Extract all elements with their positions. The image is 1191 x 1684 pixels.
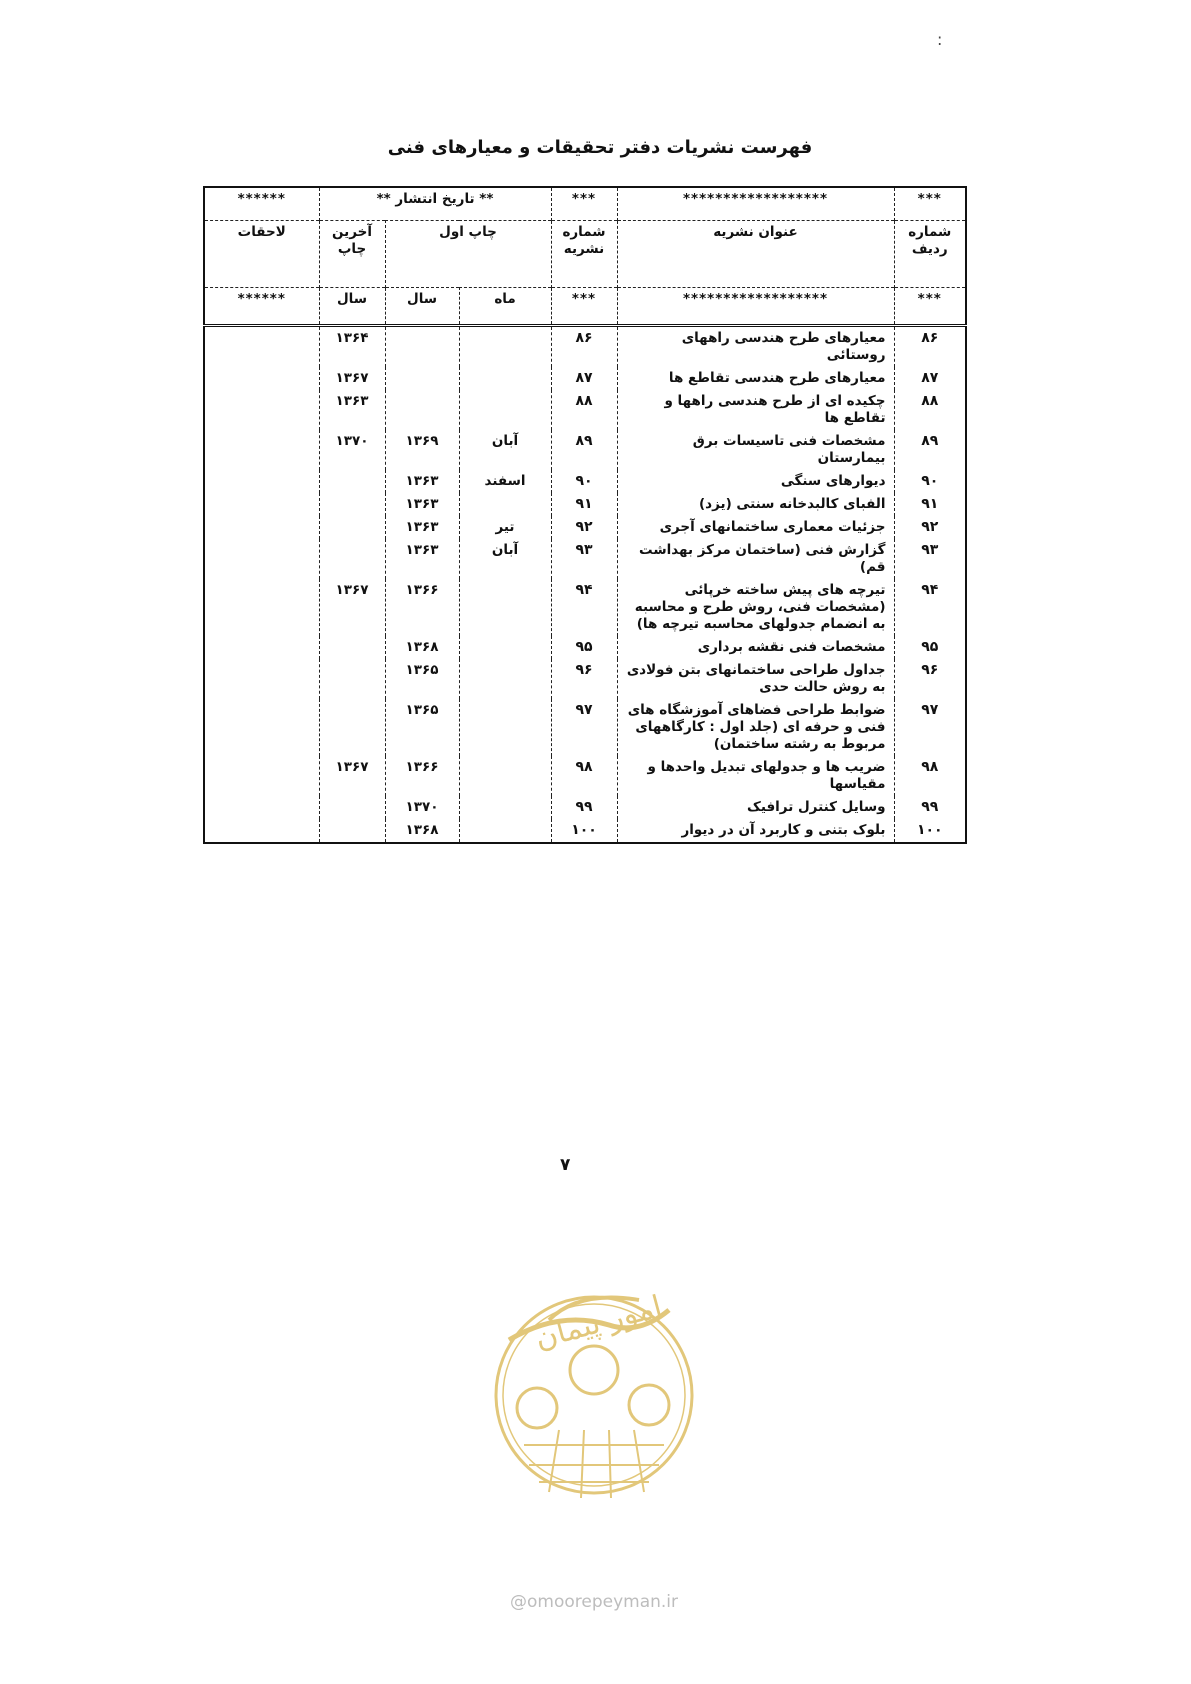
notes-cell <box>204 367 319 390</box>
last-print-year-cell <box>319 493 385 516</box>
notes-cell <box>204 326 319 368</box>
table-row <box>204 796 966 819</box>
header-publish-date-group: ** تاریخ انتشار ** <box>319 187 551 221</box>
stamp-logo-text: امور پیمان <box>531 1289 666 1357</box>
table-row <box>204 539 966 579</box>
row-number-cell: ۱۰۰ <box>894 819 966 843</box>
month-cell <box>459 579 551 636</box>
header-first-print: چاپ اول <box>385 221 551 288</box>
notes-cell <box>204 493 319 516</box>
notes-cell <box>204 819 319 843</box>
header-title-stars-bottom: ****************** <box>617 288 894 326</box>
first-print-year-cell: ۱۳۶۹ <box>385 430 459 470</box>
table-row <box>204 819 966 843</box>
header-last-print: آخرین چاپ <box>319 221 385 288</box>
header-notes: لاحقات <box>204 221 319 288</box>
title-cell: مشخصات فنی نقشه برداری <box>617 636 894 659</box>
header-pub-num: شماره نشریه <box>551 221 617 288</box>
first-print-year-cell <box>385 326 459 368</box>
header-month: ماه <box>459 288 551 326</box>
title-cell: ضریب ها و جدولهای تبدیل واحدها و مقیاسها <box>617 756 894 796</box>
month-cell: آبان <box>459 430 551 470</box>
last-print-year-cell: ۱۳۶۳ <box>319 390 385 430</box>
row-number-cell: ۸۶ <box>894 326 966 368</box>
title-cell: گزارش فنی (ساختمان مرکز بهداشت قم) <box>617 539 894 579</box>
header-labels-row <box>204 221 966 288</box>
first-print-year-cell: ۱۳۷۰ <box>385 796 459 819</box>
row-number-cell: ۹۰ <box>894 470 966 493</box>
first-print-year-cell: ۱۳۶۸ <box>385 819 459 843</box>
pub-number-cell: ۸۸ <box>551 390 617 430</box>
header-pub-num-stars-bottom: *** <box>551 288 617 326</box>
header-row-num-stars-bottom: *** <box>894 288 966 326</box>
pub-number-cell: ۸۶ <box>551 326 617 368</box>
row-number-cell: ۹۱ <box>894 493 966 516</box>
pub-number-cell: ۸۷ <box>551 367 617 390</box>
last-print-year-cell <box>319 636 385 659</box>
title-cell: تیرچه های پیش ساخته خرپائی (مشخصات فنی، روش طرح و محاسبه به انضمام جدولهای محاسبه تیرچه ها) <box>617 579 894 636</box>
first-print-year-cell <box>385 390 459 430</box>
title-cell: مشخصات فنی تاسیسات برق بیمارستان <box>617 430 894 470</box>
notes-cell <box>204 636 319 659</box>
first-print-year-cell: ۱۳۶۳ <box>385 516 459 539</box>
stamp-website: @omoorepeyman.ir <box>509 1592 679 1612</box>
row-number-cell: ۹۶ <box>894 659 966 699</box>
title-cell: معیارهای طرح هندسی راههای روستائی <box>617 326 894 368</box>
page-number: ۷ <box>560 1155 571 1175</box>
last-print-year-cell <box>319 539 385 579</box>
publications-rows <box>204 326 966 844</box>
title-cell: ضوابط طراحی فضاهای آموزشگاه های فنی و حرفه ای (جلد اول : کارگاههای مربوط به رشته ساختمان) <box>617 699 894 756</box>
header-pub-num-stars: *** <box>551 187 617 221</box>
month-cell <box>459 367 551 390</box>
table-row <box>204 470 966 493</box>
title-cell: چکیده ای از طرح هندسی راهها و تقاطع ها <box>617 390 894 430</box>
last-print-year-cell: ۱۳۷۰ <box>319 430 385 470</box>
document-title: فهرست نشریات دفتر تحقیقات و معیارهای فنی <box>387 137 813 158</box>
title-cell: جداول طراحی ساختمانهای بتن فولادی به روش حالت حدی <box>617 659 894 699</box>
pub-number-cell: ۹۰ <box>551 470 617 493</box>
title-cell: وسایل کنترل ترافیک <box>617 796 894 819</box>
last-print-year-cell <box>319 819 385 843</box>
first-print-year-cell: ۱۳۶۵ <box>385 699 459 756</box>
first-print-year-cell: ۱۳۶۳ <box>385 493 459 516</box>
last-print-year-cell: ۱۳۶۷ <box>319 756 385 796</box>
table-row <box>204 516 966 539</box>
title-cell: دیوارهای سنگی <box>617 470 894 493</box>
title-cell: معیارهای طرح هندسی تقاطع ها <box>617 367 894 390</box>
month-cell <box>459 659 551 699</box>
table-row <box>204 367 966 390</box>
header-title: عنوان نشریه <box>617 221 894 288</box>
first-print-year-cell: ۱۳۶۶ <box>385 756 459 796</box>
table-row <box>204 659 966 699</box>
corner-mark: : <box>937 30 943 49</box>
notes-cell <box>204 756 319 796</box>
table-row <box>204 579 966 636</box>
row-number-cell: ۹۲ <box>894 516 966 539</box>
row-number-cell: ۹۷ <box>894 699 966 756</box>
row-number-cell: ۹۴ <box>894 579 966 636</box>
month-cell <box>459 796 551 819</box>
month-cell <box>459 493 551 516</box>
row-number-cell: ۹۳ <box>894 539 966 579</box>
first-print-year-cell: ۱۳۶۳ <box>385 470 459 493</box>
notes-cell <box>204 796 319 819</box>
row-number-cell: ۸۹ <box>894 430 966 470</box>
month-cell: آبان <box>459 539 551 579</box>
pub-number-cell: ۹۹ <box>551 796 617 819</box>
header-row-num: شماره ردیف <box>894 221 966 288</box>
table-row <box>204 699 966 756</box>
header-title-stars: ****************** <box>617 187 894 221</box>
row-number-cell: ۹۵ <box>894 636 966 659</box>
last-print-year-cell <box>319 659 385 699</box>
publications-table <box>203 186 967 844</box>
header-row-num-stars: *** <box>894 187 966 221</box>
header-last-year: سال <box>319 288 385 326</box>
last-print-year-cell: ۱۳۶۷ <box>319 367 385 390</box>
pub-number-cell: ۹۳ <box>551 539 617 579</box>
title-cell: الفبای کالبدخانه سنتی (یزد) <box>617 493 894 516</box>
notes-cell <box>204 659 319 699</box>
last-print-year-cell <box>319 796 385 819</box>
notes-cell <box>204 516 319 539</box>
stamp-logo-icon <box>489 1270 699 1570</box>
pub-number-cell: ۱۰۰ <box>551 819 617 843</box>
header-notes-stars: ****** <box>204 187 319 221</box>
notes-cell <box>204 579 319 636</box>
notes-cell <box>204 390 319 430</box>
month-cell <box>459 636 551 659</box>
notes-cell <box>204 470 319 493</box>
first-print-year-cell: ۱۳۶۵ <box>385 659 459 699</box>
month-cell: تیر <box>459 516 551 539</box>
last-print-year-cell <box>319 516 385 539</box>
pub-number-cell: ۹۴ <box>551 579 617 636</box>
last-print-year-cell: ۱۳۶۴ <box>319 326 385 368</box>
row-number-cell: ۸۸ <box>894 390 966 430</box>
table-row <box>204 326 966 368</box>
notes-cell <box>204 539 319 579</box>
notes-cell <box>204 699 319 756</box>
table-row <box>204 636 966 659</box>
pub-number-cell: ۹۱ <box>551 493 617 516</box>
header-first-year: سال <box>385 288 459 326</box>
first-print-year-cell: ۱۳۶۸ <box>385 636 459 659</box>
first-print-year-cell <box>385 367 459 390</box>
month-cell <box>459 390 551 430</box>
last-print-year-cell: ۱۳۶۷ <box>319 579 385 636</box>
pub-number-cell: ۸۹ <box>551 430 617 470</box>
month-cell: اسفند <box>459 470 551 493</box>
notes-cell <box>204 430 319 470</box>
title-cell: جزئیات معماری ساختمانهای آجری <box>617 516 894 539</box>
first-print-year-cell: ۱۳۶۶ <box>385 579 459 636</box>
month-cell <box>459 756 551 796</box>
first-print-year-cell: ۱۳۶۳ <box>385 539 459 579</box>
row-number-cell: ۸۷ <box>894 367 966 390</box>
month-cell <box>459 699 551 756</box>
month-cell <box>459 326 551 368</box>
omoorepeyman-stamp <box>489 1270 699 1570</box>
table-row <box>204 493 966 516</box>
table-row <box>204 390 966 430</box>
table-row <box>204 430 966 470</box>
table-row <box>204 756 966 796</box>
pub-number-cell: ۹۶ <box>551 659 617 699</box>
row-number-cell: ۹۹ <box>894 796 966 819</box>
header-subcols-row <box>204 288 966 326</box>
pub-number-cell: ۹۷ <box>551 699 617 756</box>
row-number-cell: ۹۸ <box>894 756 966 796</box>
pub-number-cell: ۹۸ <box>551 756 617 796</box>
last-print-year-cell <box>319 699 385 756</box>
pub-number-cell: ۹۲ <box>551 516 617 539</box>
header-notes-stars-bottom: ****** <box>204 288 319 326</box>
pub-number-cell: ۹۵ <box>551 636 617 659</box>
header-stars-row <box>204 187 966 221</box>
month-cell <box>459 819 551 843</box>
title-cell: بلوک بتنی و کاربرد آن در دیوار <box>617 819 894 843</box>
last-print-year-cell <box>319 470 385 493</box>
